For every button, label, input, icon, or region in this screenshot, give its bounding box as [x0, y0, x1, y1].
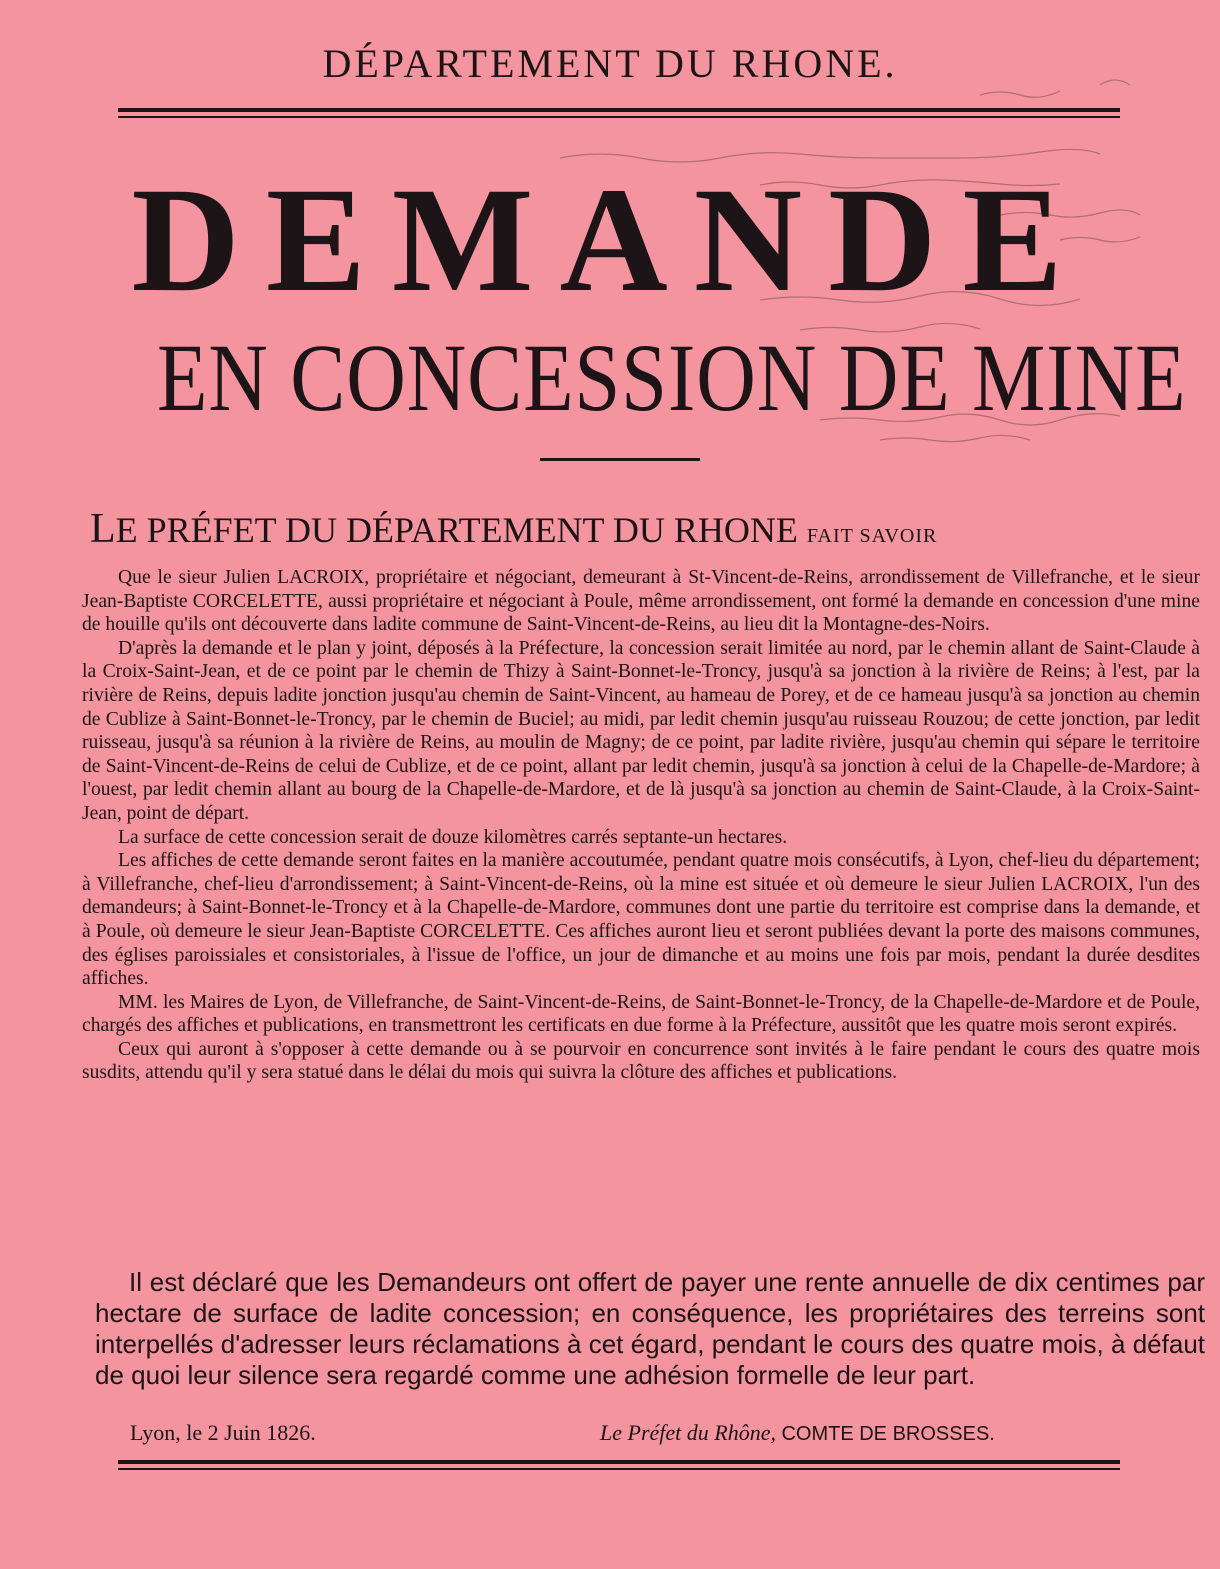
header-rule-bottom [118, 116, 1120, 118]
footer-rule-top [118, 1460, 1120, 1464]
paragraph-boundaries: D'après la demande et le plan y joint, déposés à la Préfecture, la concession serait limitée au nord, par le chemin allant de Saint-Claude à la Croix-Saint-Jean, et de ce point par le chemin de Thizy à Saint-Bonnet-le-Troncy, jusqu'à sa jonction à la rivière de Reins; à l'est, par la rivière de Reins, depuis ladite jonction jusqu'au chemin de Saint-Vincent, au hameau de Porey, et de ce hameau jusqu'à sa jonction au chemin de Cublize à Saint-Bonnet-le-Troncy, par le chemin de Buciel; au midi, par ledit chemin jusqu'au ruisseau Rouzou; de cette jonction, par ledit ruisseau, jusqu'à sa réunion à la rivière de Reins, au moulin de Magny; de ce point, par ladite rivière, jusqu'au chemin qui sépare le territoire de Saint-Vincent-de-Reins de celui de Cublize, et de ce point, allant par ledit chemin, jusqu'à sa jonction à celui de la Chapelle-de-Mardore; à l'ouest, par ledit chemin allant au bourg de la Chapelle-de-Mardore, et de là jusqu'à sa jonction au chemin de Saint-Claude, à la Croix-Saint-Jean, point de départ. [82, 637, 1200, 824]
announcement-text: E PRÉFET DU DÉPARTEMENT DU RHONE [115, 510, 798, 550]
footer-rule-bottom [118, 1468, 1120, 1470]
declaration-text: Il est déclaré que les Demandeurs ont offert de payer une rente annuelle de dix centimes par hectare de surface de ladite concession; en conséquence, les propriétaires des terreins sont interpellés d'adresser leurs réclamations à cet égard, pendant le cours des quatre mois, à défaut de quoi leur silence sera regardé comme une adhésion formelle de leur part. [95, 1267, 1205, 1390]
paragraph-mayors: MM. les Maires de Lyon, de Villefranche, de Saint-Vincent-de-Reins, de Saint-Bonnet-le-Troncy, de la Chapelle-de-Mardore et de Poule, chargés des affiches et publications, en transmettront les certificats en due forme à la Préfecture, aussitôt que les quatre mois seront expirés. [82, 991, 1200, 1037]
announcement-heading [90, 505, 1190, 553]
paragraph-applicants: Que le sieur Julien LACROIX, propriétaire et négociant, demeurant à St-Vincent-de-Reins, arrondissement de Villefranche, et le sieur Jean-Baptiste CORCELETTE, aussi propriétaire et négociant à Poule, même arrondissement, ont formé la demande en concession d'une mine de houille qu'ils ont découverte dans ladite commune de Saint-Vincent-de-Reins, au lieu dit la Montagne-des-Noirs. [82, 567, 1200, 636]
title-divider [540, 458, 700, 461]
paragraph-postings: Les affiches de cette demande seront faites en la manière accoutumée, pendant quatre mois consécutifs, à Lyon, chef-lieu du département; à Villefranche, chef-lieu d'arrondissement; à Saint-Vincent-de-Reins, où la mine est située et où demeure le sieur Julien LACROIX, l'un des demandeurs; à Saint-Bonnet-le-Troncy et à la Chapelle-de-Mardore, communes dont une partie du territoire est comprise dans la demande, et à Poule, où demeure le sieur Jean-Baptiste CORCELETTE. Ces affiches auront lieu et seront publiées devant la porte des maisons communes, des églises paroissiales et consistoriales, à l'issue de l'office, un jour de dimanche et au moins une fois par mois, pendant la durée desdites affiches. [82, 850, 1200, 990]
department-heading: DÉPARTEMENT DU RHONE. [322, 41, 898, 86]
header-rule-top [118, 108, 1120, 112]
announcement-initial: L [90, 506, 116, 552]
signature [600, 1420, 995, 1446]
signature-name: COMTE DE BROSSES. [781, 1423, 995, 1445]
declaration [95, 1267, 1205, 1391]
issue-date: Lyon, le 2 Juin 1826. [130, 1420, 316, 1445]
title-concession: EN CONCESSION DE MINE [157, 324, 1187, 431]
notice-body [82, 566, 1200, 1085]
announcement-suffix: FAIT SAVOIR [806, 525, 938, 547]
signature-role: Le Préfet du Rhône, [600, 1420, 776, 1445]
paragraph-surface: La surface de cette concession serait de douze kilomètres carrés septante-un hectares. [118, 826, 788, 848]
paragraph-oppositions: Ceux qui auront à s'opposer à cette demande ou à se pourvoir en concurrence sont invités à le faire pendant le cours des quatre mois susdits, attendu qu'il y sera statué dans le délai du mois qui suivra la clôture des affiches et publications. [82, 1038, 1200, 1084]
title-demande: DEMANDE [131, 157, 1089, 323]
